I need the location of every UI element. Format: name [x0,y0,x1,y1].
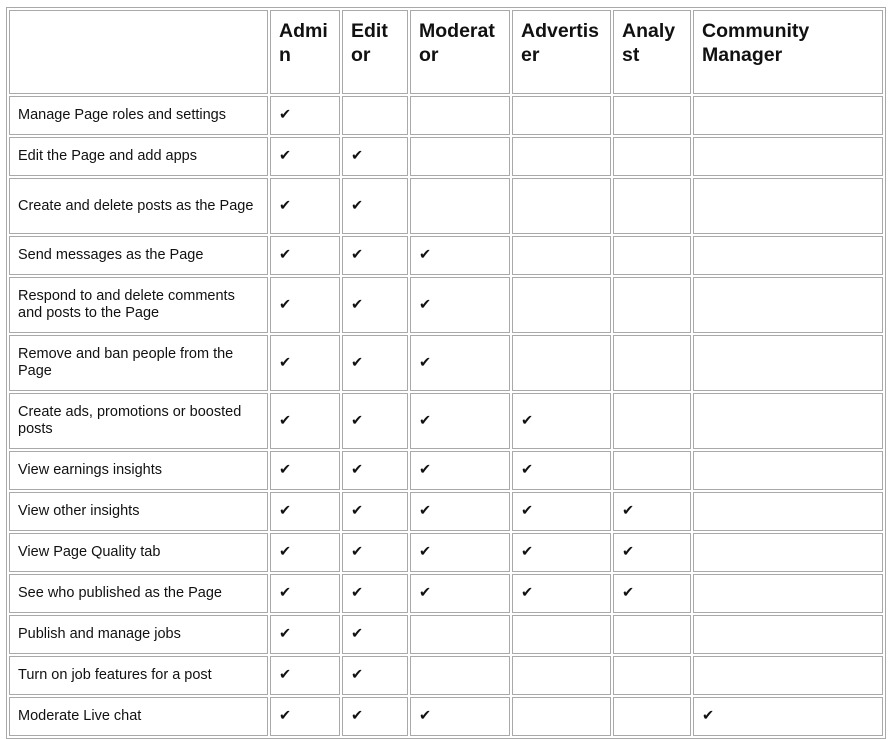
checkmark-icon: ✔ [279,354,292,371]
cell-community-manager [693,335,883,391]
table-row [9,574,883,613]
cell-moderator [410,393,510,449]
cell-advertiser [512,335,611,391]
checkmark-icon: ✔ [279,247,292,263]
cell-analyst [613,178,691,234]
cell-admin [270,492,340,531]
cell-analyst [613,615,691,654]
permission-label: See who published as the Page [9,574,268,613]
cell-editor [342,277,408,333]
table-row [9,236,883,275]
cell-community-manager [693,96,883,135]
checkmark-icon: ✔ [279,462,292,478]
cell-analyst [613,697,691,736]
cell-editor [342,533,408,572]
cell-advertiser [512,96,611,135]
checkmark-icon: ✔ [351,354,364,371]
cell-moderator [410,277,510,333]
cell-advertiser [512,533,611,572]
checkmark-icon: ✔ [622,544,635,560]
checkmark-icon: ✔ [279,107,292,123]
checkmark-icon: ✔ [351,544,364,560]
cell-moderator [410,137,510,176]
cell-editor [342,656,408,695]
checkmark-icon: ✔ [279,197,292,214]
cell-advertiser [512,137,611,176]
table-row [9,393,883,449]
checkmark-icon: ✔ [419,462,432,478]
checkmark-icon: ✔ [521,544,534,560]
permission-label: Create ads, promotions or boosted posts [9,393,268,449]
cell-admin [270,393,340,449]
permission-label: Send messages as the Page [9,236,268,275]
checkmark-icon: ✔ [351,585,364,601]
cell-admin [270,615,340,654]
cell-moderator [410,335,510,391]
cell-analyst [613,574,691,613]
checkmark-icon: ✔ [279,296,292,313]
table-row [9,615,883,654]
cell-community-manager [693,533,883,572]
table-row [9,451,883,490]
checkmark-icon: ✔ [622,585,635,601]
cell-moderator [410,451,510,490]
cell-analyst [613,656,691,695]
permission-label: View Page Quality tab [9,533,268,572]
checkmark-icon: ✔ [351,197,364,214]
cell-advertiser [512,697,611,736]
checkmark-icon: ✔ [419,412,432,429]
checkmark-icon: ✔ [351,296,364,313]
cell-advertiser [512,615,611,654]
header-analyst: Analyst [613,10,691,94]
checkmark-icon: ✔ [419,354,432,371]
cell-moderator [410,656,510,695]
header-community-manager: Community Manager [693,10,883,94]
cell-advertiser [512,236,611,275]
table-row [9,335,883,391]
header-moderator: Moderator [410,10,510,94]
cell-community-manager [693,137,883,176]
cell-moderator [410,236,510,275]
cell-advertiser [512,277,611,333]
cell-admin [270,335,340,391]
checkmark-icon: ✔ [419,296,432,313]
cell-advertiser [512,656,611,695]
cell-moderator [410,533,510,572]
table-row [9,697,883,736]
cell-editor [342,178,408,234]
cell-analyst [613,451,691,490]
cell-analyst [613,492,691,531]
checkmark-icon: ✔ [521,503,534,519]
cell-moderator [410,96,510,135]
permission-label: View other insights [9,492,268,531]
cell-admin [270,533,340,572]
permission-label: Moderate Live chat [9,697,268,736]
checkmark-icon: ✔ [351,247,364,263]
checkmark-icon: ✔ [521,585,534,601]
cell-editor [342,393,408,449]
checkmark-icon: ✔ [351,503,364,519]
checkmark-icon: ✔ [419,247,432,263]
cell-moderator [410,697,510,736]
checkmark-icon: ✔ [419,503,432,519]
cell-editor [342,451,408,490]
checkmark-icon: ✔ [351,412,364,429]
cell-editor [342,137,408,176]
cell-admin [270,96,340,135]
permission-label: Turn on job features for a post [9,656,268,695]
cell-community-manager [693,277,883,333]
cell-community-manager [693,697,883,736]
cell-editor [342,492,408,531]
cell-community-manager [693,656,883,695]
cell-admin [270,574,340,613]
cell-analyst [613,393,691,449]
permissions-table [6,7,886,739]
cell-admin [270,656,340,695]
permission-label: Publish and manage jobs [9,615,268,654]
checkmark-icon: ✔ [351,148,364,164]
checkmark-icon: ✔ [622,503,635,519]
cell-analyst [613,137,691,176]
header-advertiser: Advertiser [512,10,611,94]
checkmark-icon: ✔ [702,708,715,724]
cell-community-manager [693,178,883,234]
cell-admin [270,236,340,275]
cell-editor [342,574,408,613]
cell-advertiser [512,492,611,531]
table-row [9,96,883,135]
permission-label: Remove and ban people from the Page [9,335,268,391]
checkmark-icon: ✔ [279,503,292,519]
cell-analyst [613,335,691,391]
cell-advertiser [512,451,611,490]
cell-moderator [410,492,510,531]
checkmark-icon: ✔ [521,462,534,478]
cell-community-manager [693,574,883,613]
cell-analyst [613,236,691,275]
cell-admin [270,178,340,234]
cell-admin [270,137,340,176]
checkmark-icon: ✔ [419,544,432,560]
table-row [9,533,883,572]
cell-admin [270,451,340,490]
cell-editor [342,236,408,275]
table-row [9,178,883,234]
checkmark-icon: ✔ [279,148,292,164]
cell-admin [270,697,340,736]
cell-advertiser [512,574,611,613]
cell-community-manager [693,492,883,531]
cell-analyst [613,96,691,135]
header-row [9,10,883,94]
table-row [9,656,883,695]
cell-editor [342,697,408,736]
permission-label: Create and delete posts as the Page [9,178,268,234]
checkmark-icon: ✔ [279,626,292,642]
checkmark-icon: ✔ [521,412,534,429]
permission-label: Manage Page roles and settings [9,96,268,135]
cell-moderator [410,574,510,613]
cell-editor [342,96,408,135]
cell-admin [270,277,340,333]
checkmark-icon: ✔ [419,585,432,601]
header-admin: Admin [270,10,340,94]
cell-community-manager [693,615,883,654]
checkmark-icon: ✔ [351,462,364,478]
table-row [9,492,883,531]
checkmark-icon: ✔ [279,708,292,724]
cell-community-manager [693,393,883,449]
cell-analyst [613,533,691,572]
cell-moderator [410,615,510,654]
checkmark-icon: ✔ [279,544,292,560]
checkmark-icon: ✔ [419,708,432,724]
permission-label: View earnings insights [9,451,268,490]
cell-editor [342,615,408,654]
cell-advertiser [512,178,611,234]
table-row [9,277,883,333]
cell-community-manager [693,451,883,490]
header-editor: Editor [342,10,408,94]
table-body [9,96,883,736]
cell-editor [342,335,408,391]
checkmark-icon: ✔ [351,667,364,683]
cell-moderator [410,178,510,234]
checkmark-icon: ✔ [279,667,292,683]
table-row [9,137,883,176]
checkmark-icon: ✔ [279,412,292,429]
header-empty [9,10,268,94]
checkmark-icon: ✔ [351,708,364,724]
permission-label: Edit the Page and add apps [9,137,268,176]
cell-advertiser [512,393,611,449]
checkmark-icon: ✔ [351,626,364,642]
checkmark-icon: ✔ [279,585,292,601]
cell-community-manager [693,236,883,275]
cell-analyst [613,277,691,333]
permission-label: Respond to and delete comments and posts to the Page [9,277,268,333]
